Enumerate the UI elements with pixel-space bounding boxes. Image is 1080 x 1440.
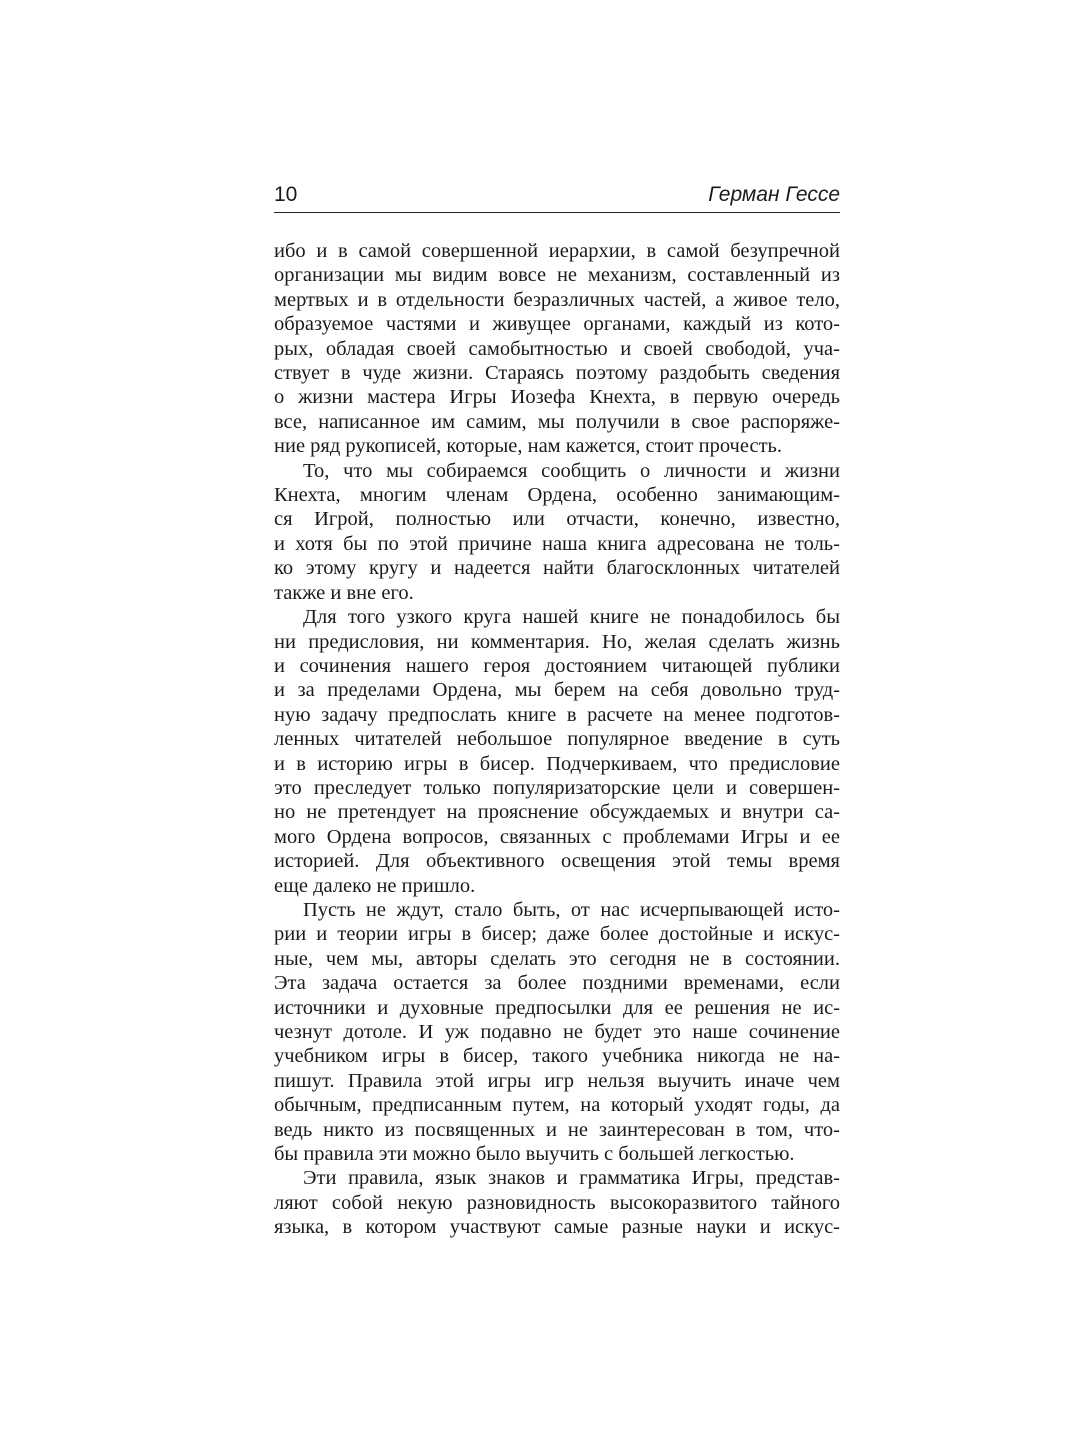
text-line: обычным, предписанным путем, на который уходят годы, да [274,1094,840,1117]
text-line: организации мы видим вовсе не механизм, составленный из [274,264,840,287]
paragraph [274,1166,840,1239]
text-line: чезнут дотоле. И уж подавно не будет это наше сочинение [274,1021,840,1043]
text-line: языка, в котором участвуют самые разные науки и искус- [274,1216,840,1239]
text-line: и хотя бы по этой причине наша книга адресована не толь- [274,532,840,555]
text-line: еще далеко не пришло. [274,874,476,897]
text-line: Эта задача остается за более поздними временами, если [274,972,840,995]
body-text [274,239,840,1240]
text-line: мертвых и в отдельности безразличных частей, а живое тело, [274,288,840,311]
text-line: мого Ордена вопросов, связанных с проблемами Игры и ее [274,825,840,848]
text-line: это преследует только популяризаторские цели и совершен- [274,776,840,799]
text-line: рии и теории игры в бисер; даже более достойные и искус- [274,923,840,946]
text-line: ные, чем мы, авторы сделать это сегодня не в состоянии. [274,947,840,970]
text-line: Эти правила, язык знаков и грамматика Игры, представ- [303,1167,840,1190]
text-line: ибо и в самой совершенной иерархии, в самой безупречной [274,240,840,262]
paragraph [274,898,840,1166]
text-line: Для того узкого круга нашей книге не понадобилось бы [303,606,840,629]
text-line: также и вне его. [274,581,414,604]
book-page [274,180,840,1240]
text-line: историей. Для объективного освещения этой темы время [274,850,840,873]
text-line: и сочинения нашего героя достоянием читающей публики [274,654,840,677]
text-line: ся Игрой, полностью или отчасти, конечно, известно, [274,508,840,531]
text-line: рых, обладая своей самобытностью и своей свободой, уча- [274,337,840,360]
text-line: но не претендует на прояснение обсуждаемых и внутри са- [274,801,840,824]
text-line: ведь никто из посвященных и не заинтересован в том, что- [274,1118,840,1141]
text-line: ние ряд рукописей, которые, нам кажется, стоит прочесть. [274,435,782,458]
text-line: ствует в чуде жизни. Стараясь поэтому раздобыть сведения [274,362,840,385]
text-line: пишут. Правила этой игры игр нельзя выучить иначе чем [274,1069,840,1092]
text-line: То, что мы собираемся сообщить о личности и жизни [303,459,840,482]
page-number: 10 [274,183,298,206]
text-line: ную задачу предпослать книге в расчете на менее подготов- [274,703,840,726]
text-line: и за пределами Ордена, мы берем на себя довольно труд- [274,679,840,702]
running-title: Герман Гессе [708,183,840,206]
text-line: и в историю игры в бисер. Подчеркиваем, что предисловие [274,752,840,775]
text-line: Кнехта, многим членам Ордена, особенно занимающим- [274,484,840,507]
text-line: о жизни мастера Игры Иозефа Кнехта, в первую очередь [274,386,840,409]
paragraph [274,239,840,459]
paragraph [274,605,840,898]
running-head [274,180,840,213]
text-line: учебником игры в бисер, такого учебника никогда не на- [274,1045,840,1068]
paragraph [274,459,840,605]
text-line: Пусть не ждут, стало быть, от нас исчерпывающей исто- [303,898,840,921]
text-line: источники и духовные предпосылки для ее решения не ис- [274,996,840,1019]
text-line: бы правила эти можно было выучить с большей легкостью. [274,1143,795,1166]
text-line: ни предисловия, ни комментария. Но, желая сделать жизнь [274,630,840,653]
text-line: ляют собой некую разновидность высокоразвитого тайного [274,1191,840,1214]
text-line: ленных читателей небольшое популярное введение в суть [274,728,840,751]
text-line: ко этому кругу и надеется найти благосклонных читателей [274,557,840,580]
text-line: образуемое частями и живущее органами, каждый из кото- [274,313,840,336]
text-line: все, написанное им самим, мы получили в свое распоряже- [274,410,840,433]
